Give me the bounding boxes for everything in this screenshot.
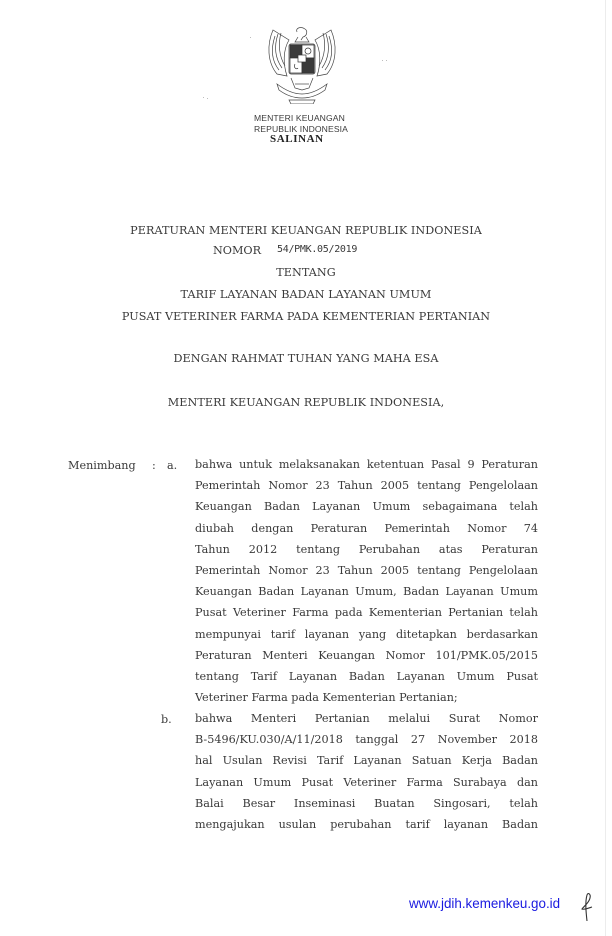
invocation: DENGAN RAHMAT TUHAN YANG MAHA ESA	[173, 352, 439, 365]
authority: MENTERI KEUANGAN REPUBLIK INDONESIA,	[167, 396, 445, 409]
page-edge-line	[605, 0, 606, 936]
nomor-label: NOMOR	[213, 244, 262, 257]
paragraph-line: Keuangan Badan Layanan Umum, Badan Layanan Umum	[195, 585, 538, 599]
paragraph-line: Pemerintah Nomor 23 Tahun 2005 tentang Pengelolaan	[195, 479, 538, 493]
subject-line-1: TARIF LAYANAN BADAN LAYANAN UMUM	[180, 288, 432, 301]
tentang-heading: TENTANG	[276, 266, 336, 279]
copy-stamp: SALINAN	[270, 133, 324, 145]
regulation-title: PERATURAN MENTERI KEUANGAN REPUBLIK INDONESIA	[130, 224, 482, 237]
paragraph-line: Tahun 2012 tentang Perubahan atas Peraturan	[195, 542, 538, 556]
paraf-initial-icon	[579, 892, 595, 922]
paragraph-line: tentang Tarif Layanan Badan Layanan Umum Pusat	[195, 669, 538, 683]
item-b-paragraph	[195, 708, 538, 835]
item-a-paragraph	[195, 454, 538, 708]
paragraph-line: mempunyai tarif layanan yang ditetapkan berdasarkan	[195, 627, 538, 641]
subject-line-2: PUSAT VETERINER FARMA PADA KEMENTERIAN PERTANIAN	[121, 310, 491, 323]
paragraph-line: Pusat Veteriner Farma pada Kementerian Pertanian telah	[195, 606, 538, 620]
paragraph-line: Peraturan Menteri Keuangan Nomor 101/PMK.05/2015	[195, 648, 538, 662]
paragraph-line: bahwa untuk melaksanakan ketentuan Pasal 9 Peraturan	[195, 458, 538, 471]
ministry-line-2: REPUBLIK INDONESIA	[254, 123, 348, 134]
menimbang-label: Menimbang	[68, 459, 136, 472]
paragraph-line: diubah dengan Peraturan Pemerintah Nomor 74	[195, 521, 538, 535]
paragraph-line: hal Usulan Revisi Tarif Layanan Satuan Kerja Badan	[195, 754, 538, 768]
item-b-letter: b.	[161, 713, 172, 726]
paragraph-line: mengajukan usulan perubahan tarif layanan Badan	[195, 817, 538, 831]
paragraph-line: Pemerintah Nomor 23 Tahun 2005 tentang Pengelolaan	[195, 563, 538, 577]
garuda-emblem-icon	[265, 24, 339, 104]
paragraph-line: B-5496/KU.030/A/11/2018 tanggal 27 November 2018	[195, 733, 538, 747]
paragraph-line: Veteriner Farma pada Kementerian Pertanian;	[195, 691, 458, 705]
paragraph-line: bahwa Menteri Pertanian melalui Surat Nomor	[195, 712, 538, 725]
paragraph-line: Balai Besar Inseminasi Buatan Singosari, telah	[195, 796, 538, 810]
regulation-number	[213, 244, 357, 257]
paragraph-line: Layanan Umum Pusat Veteriner Farma Surabaya dan	[195, 775, 538, 789]
jdih-website-link[interactable]: www.jdih.kemenkeu.go.id	[409, 896, 561, 911]
ministry-line-1: MENTERI KEUANGAN	[254, 113, 345, 123]
menimbang-colon: :	[152, 459, 156, 472]
item-a-letter: a.	[167, 459, 178, 472]
nomor-value: 54/PMK.05/2019	[277, 244, 358, 255]
ministry-letterhead	[254, 113, 348, 134]
paragraph-line: Keuangan Badan Layanan Umum sebagaimana telah	[195, 500, 538, 514]
